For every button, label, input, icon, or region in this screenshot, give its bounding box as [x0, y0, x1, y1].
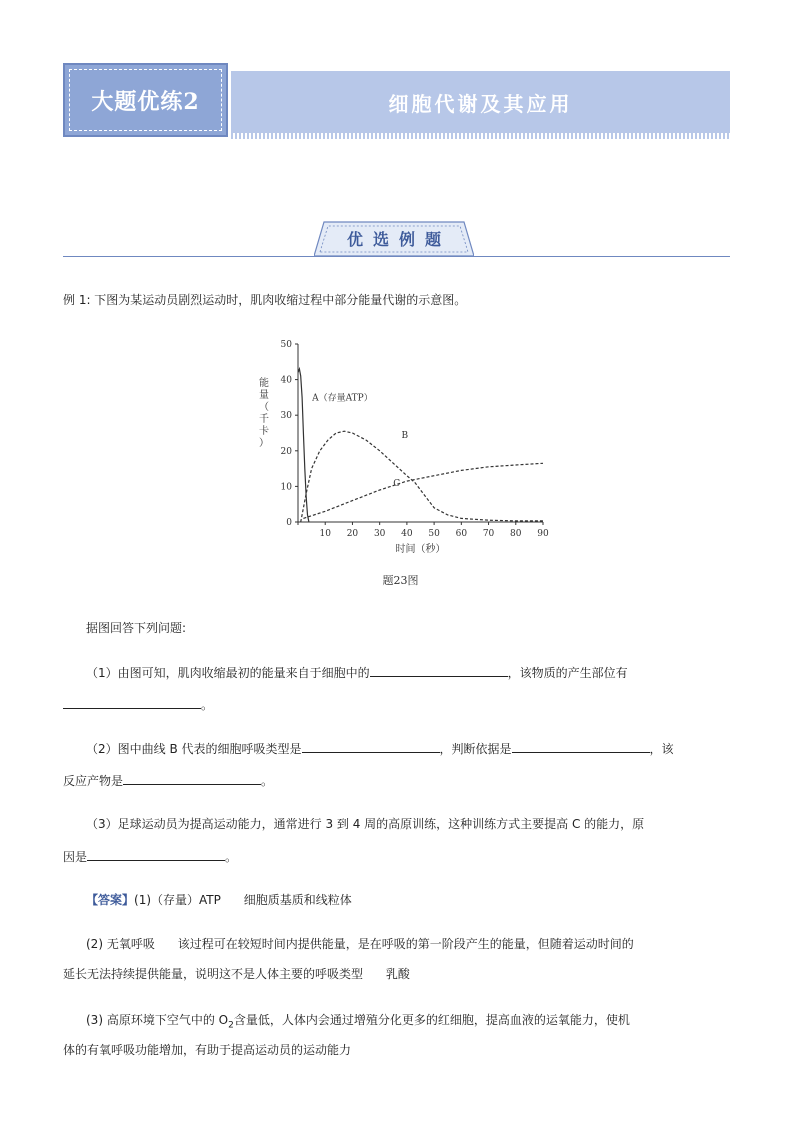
y-axis-label: 卡	[259, 426, 269, 437]
series-line	[301, 431, 543, 522]
header-badge-label: 大题优练2	[91, 88, 200, 115]
question-intro: 例 1: 下图为某运动员剧烈运动时，肌肉收缩过程中部分能量代谢的示意图。	[63, 293, 467, 307]
header-banner	[63, 63, 730, 137]
header-stripes	[231, 133, 730, 139]
answer-2-line-1: (2) 无氧呼吸 该过程可在较短时间内提供能量，是在呼吸的第一阶段产生的能量，但随着运动时间的	[86, 937, 634, 951]
answer-blank[interactable]	[87, 846, 225, 861]
section-tag-label: 优选例题	[346, 229, 451, 249]
answer-2-line-2: 延长无法持续提供能量，说明这不是人体主要的呼吸类型 乳酸	[63, 967, 410, 981]
chart-caption: 题23图	[382, 574, 419, 587]
x-tick-label: 50	[428, 529, 440, 539]
series-label: A（存量ATP）	[312, 393, 373, 404]
question-1-line-1: （1）由图可知，肌肉收缩最初的能量来自于细胞中的 ，该物质的产生部位有	[86, 662, 628, 683]
answer-blank[interactable]	[512, 738, 650, 753]
question-3-line-2: 因是 。	[63, 846, 237, 867]
header-badge	[63, 63, 228, 137]
y-axis-label: 能	[259, 378, 269, 389]
series-line	[298, 369, 309, 522]
question-1-line-2: 。	[63, 694, 213, 715]
question-2-line-2: 反应产物是 。	[63, 770, 273, 791]
page-title: 细胞代谢及其应用	[388, 91, 573, 116]
y-tick-label: 50	[280, 340, 292, 350]
y-axis-label: 量	[259, 390, 269, 401]
x-tick-label: 60	[455, 529, 468, 539]
section-tag	[314, 216, 474, 260]
energy-chart	[258, 334, 558, 594]
answer-tag: 【答案】	[86, 893, 135, 907]
answer-blank[interactable]	[302, 738, 440, 753]
x-tick-label: 20	[346, 529, 359, 539]
question-2-line-1: （2）图中曲线 B 代表的细胞呼吸类型是 ，判断依据是 ，该	[86, 738, 674, 759]
y-axis-label: 千	[259, 414, 269, 425]
y-tick-label: 40	[280, 375, 292, 386]
header-title-bar	[231, 71, 730, 133]
y-axis-label: ）	[259, 438, 269, 449]
series-label: C	[393, 478, 401, 489]
answer-3-line-1: (3) 高原环境下空气中的 $O_2$含量低，人体内会通过增殖分化更多的红细胞，提高血液的运氧能力，使机	[86, 1013, 630, 1031]
y-axis-label: （	[259, 402, 269, 413]
answer-blank[interactable]	[63, 694, 201, 709]
x-tick-label: 70	[482, 529, 495, 539]
x-axis-label: 时间（秒）	[395, 544, 446, 555]
x-tick-label: 90	[537, 529, 549, 539]
answer-blank[interactable]	[123, 770, 261, 785]
y-tick-label: 20	[280, 446, 292, 457]
y-tick-label: 10	[280, 482, 292, 493]
answer-3-line-2: 体的有氧呼吸功能增加，有助于提高运动员的运动能力	[63, 1043, 352, 1057]
series-label: B	[401, 430, 409, 441]
series-line	[303, 463, 543, 518]
x-tick-label: 40	[401, 529, 413, 539]
energy-chart-svg	[258, 334, 558, 594]
x-tick-label: 10	[319, 529, 331, 539]
y-tick-label: 30	[280, 411, 292, 422]
question-prompt: 据图回答下列问题:	[86, 621, 187, 635]
answer-1: 【答案】(1)（存量）ATP 细胞质基质和线粒体	[86, 893, 352, 907]
y-tick-label: 0	[286, 518, 292, 528]
x-tick-label: 30	[373, 529, 386, 539]
question-3-line-1: （3）足球运动员为提高运动能力，通常进行 3 到 4 周的高原训练，这种训练方式主要提高 C 的能力，原	[86, 817, 645, 831]
answer-blank[interactable]	[370, 662, 508, 677]
x-tick-label: 80	[510, 529, 522, 539]
